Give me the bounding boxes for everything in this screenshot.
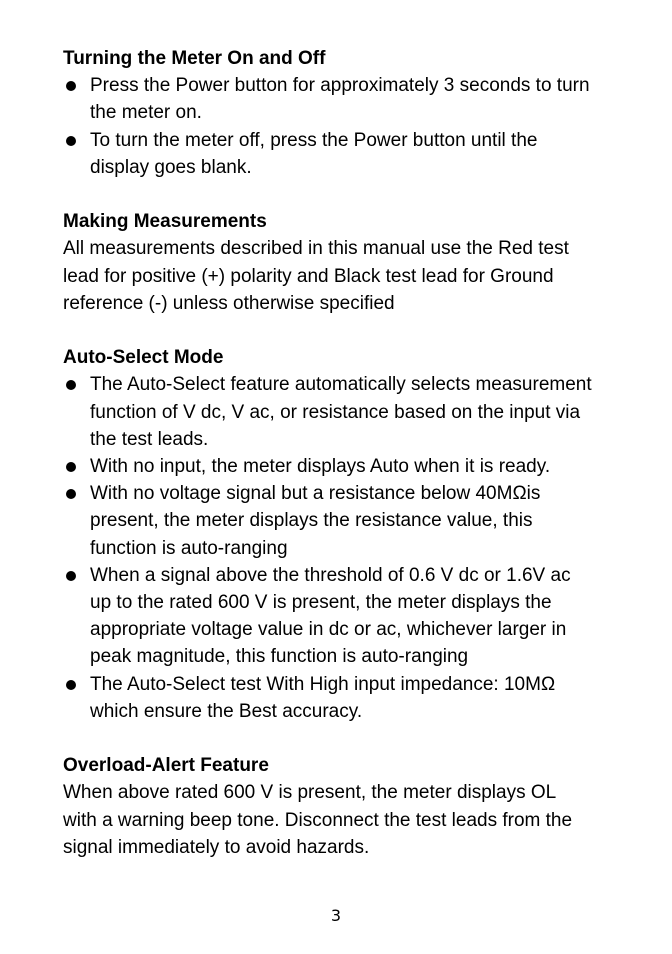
spacer — [63, 317, 638, 344]
section-auto-select-mode — [63, 344, 638, 725]
section-turning-meter-on-off — [63, 45, 638, 181]
section-heading: Auto-Select Mode — [63, 347, 224, 369]
spacer — [63, 725, 638, 752]
section-overload-alert — [63, 752, 638, 861]
spacer — [63, 181, 638, 208]
section-paragraph: All measurements described in this manual use the Red test lead for positive (+) polarity and Black test lead for Ground reference (-) unless otherwise specified — [63, 238, 569, 314]
list-item-text: When a signal above the threshold of 0.6 V dc or 1.6V ac up to the rated 600 V is present, the meter displays the appropriate voltage value in dc or ac, whichever larger in peak magnitude, this function is auto-ranging — [90, 564, 571, 668]
bullet-icon — [66, 380, 76, 390]
section-making-measurements — [63, 208, 638, 317]
document-page — [63, 45, 638, 861]
list-item-text: With no voltage signal but a resistance below 40MΩis present, the meter displays the resistance value, this function is auto-ranging — [90, 483, 541, 559]
list-item-text: The Auto-Select test With High input impedance: 10MΩ which ensure the Best accuracy. — [90, 673, 556, 722]
bullet-list — [63, 371, 638, 725]
bullet-icon — [66, 462, 76, 472]
section-paragraph: When above rated 600 V is present, the meter displays OL with a warning beep tone. Disconnect the test leads from the signal immediately to avoid hazards. — [63, 782, 573, 858]
bullet-icon — [66, 571, 76, 581]
list-item — [63, 480, 638, 562]
list-item-text: The Auto-Select feature automatically selects measurement function of V dc, V ac, or resistance based on the input via the test leads. — [90, 374, 592, 450]
list-item — [63, 562, 638, 671]
bullet-icon — [66, 81, 76, 91]
list-item — [63, 371, 638, 453]
bullet-icon — [66, 136, 76, 146]
list-item-text: Press the Power button for approximately 3 seconds to turn the meter on. — [90, 75, 590, 124]
list-item-text: With no input, the meter displays Auto when it is ready. — [90, 456, 551, 478]
list-item — [63, 72, 638, 126]
list-item — [63, 671, 638, 725]
section-heading: Making Measurements — [63, 211, 267, 233]
list-item-text: To turn the meter off, press the Power button until the display goes blank. — [90, 129, 538, 178]
section-heading: Overload-Alert Feature — [63, 755, 269, 777]
bullet-icon — [66, 680, 76, 690]
bullet-list — [63, 72, 638, 181]
list-item — [63, 453, 638, 480]
section-heading: Turning the Meter On and Off — [63, 48, 326, 69]
list-item — [63, 127, 638, 181]
page-number: 3 — [330, 906, 342, 925]
bullet-icon — [66, 489, 76, 499]
